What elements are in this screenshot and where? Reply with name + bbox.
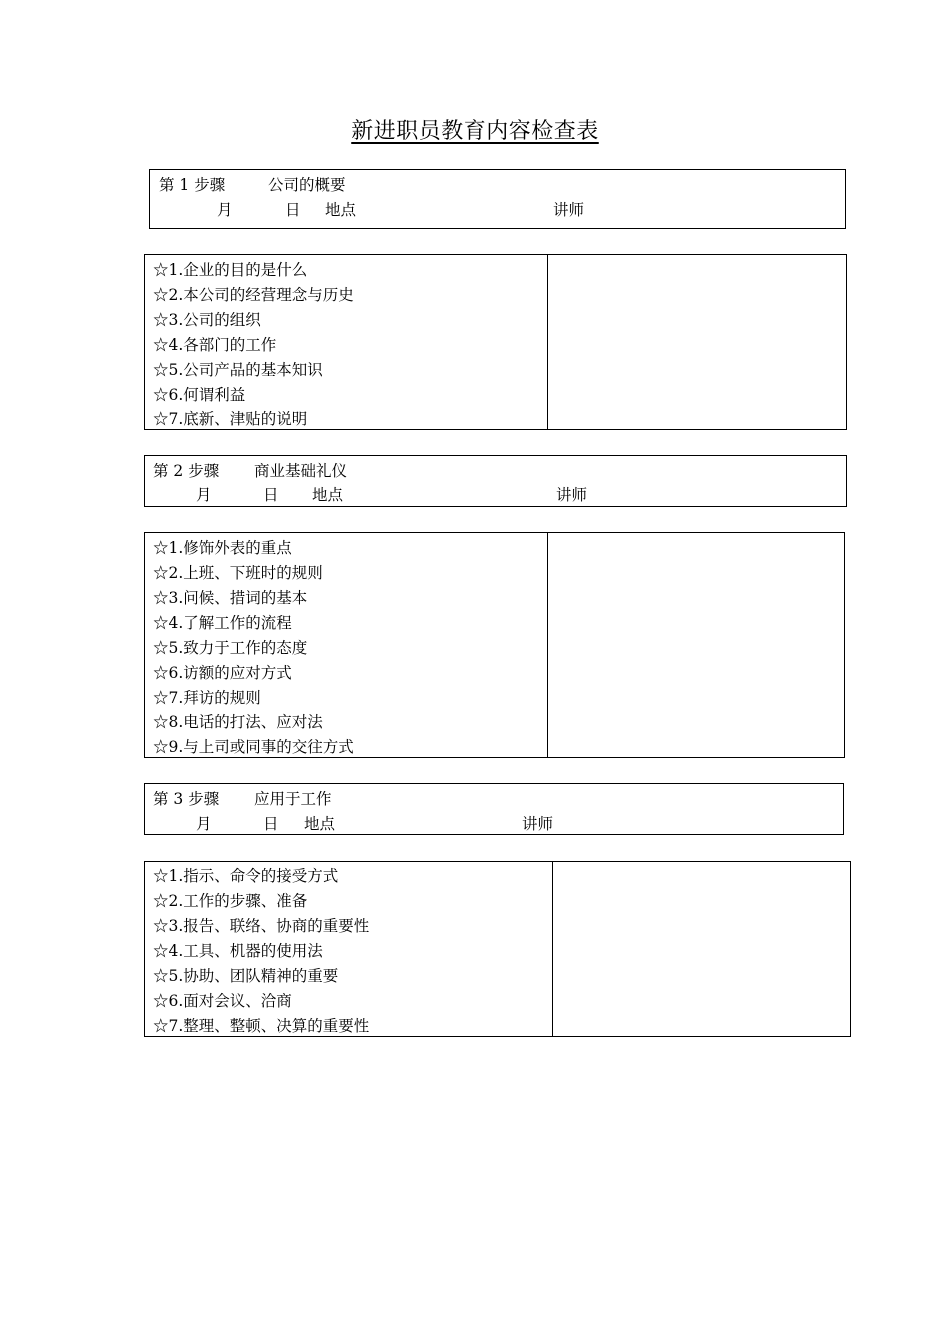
step-1-name: 公司的概要 [268, 176, 346, 194]
list-item: ☆5.公司产品的基本知识 [153, 361, 323, 379]
step-1-header [149, 169, 846, 229]
step-3-month: 月 [196, 815, 212, 833]
step-2-month: 月 [196, 486, 212, 504]
step-2-label: 第 2 步骤 [153, 462, 220, 480]
step-1-day: 日 [285, 201, 301, 219]
list-item: ☆7.拜访的规则 [153, 689, 261, 707]
step-3-day: 日 [263, 815, 279, 833]
step-1-items-table [144, 254, 847, 430]
step-2-header [144, 455, 847, 507]
list-item: ☆6.何谓利益 [153, 386, 246, 404]
list-item: ☆3.报告、联络、协商的重要性 [153, 917, 370, 935]
step-2-items-column [145, 533, 548, 757]
step-1-month: 月 [217, 201, 233, 219]
list-item: ☆6.访额的应对方式 [153, 664, 292, 682]
list-item: ☆8.电话的打法、应对法 [153, 713, 323, 731]
step-3-place: 地点 [304, 815, 336, 833]
step-3-items-column [145, 862, 553, 1036]
step-3-lecturer: 讲师 [522, 815, 554, 833]
list-item: ☆3.公司的组织 [153, 311, 261, 329]
list-item: ☆1.企业的目的是什么 [153, 261, 308, 279]
list-item: ☆7.底新、津贴的说明 [153, 410, 308, 428]
step-1-items-column [145, 255, 548, 429]
step-2-day: 日 [263, 486, 279, 504]
step-1-lecturer: 讲师 [553, 201, 585, 219]
page-title: 新进职员教育内容检查表 [351, 119, 599, 144]
list-item: ☆3.问候、措词的基本 [153, 589, 308, 607]
list-item: ☆2.上班、下班时的规则 [153, 564, 323, 582]
step-3-header [144, 783, 844, 835]
list-item: ☆1.指示、命令的接受方式 [153, 867, 339, 885]
step-2-lecturer: 讲师 [556, 486, 588, 504]
step-2-name: 商业基础礼仪 [254, 462, 348, 480]
step-2-items-table [144, 532, 845, 758]
step-3-label: 第 3 步骤 [153, 790, 220, 808]
step-1-place: 地点 [325, 201, 357, 219]
step-2-place: 地点 [312, 486, 344, 504]
step-1-label: 第 1 步骤 [159, 176, 226, 194]
list-item: ☆4.了解工作的流程 [153, 614, 292, 632]
step-3-items-table [144, 861, 851, 1037]
list-item: ☆6.面对会议、洽商 [153, 992, 292, 1010]
list-item: ☆2.本公司的经营理念与历史 [153, 286, 354, 304]
list-item: ☆2.工作的步骤、准备 [153, 892, 308, 910]
step-3-name: 应用于工作 [254, 790, 332, 808]
list-item: ☆5.协助、团队精神的重要 [153, 967, 339, 985]
list-item: ☆5.致力于工作的态度 [153, 639, 308, 657]
list-item: ☆4.工具、机器的使用法 [153, 942, 323, 960]
list-item: ☆9.与上司或同事的交往方式 [153, 738, 354, 756]
list-item: ☆4.各部门的工作 [153, 336, 277, 354]
list-item: ☆1.修饰外表的重点 [153, 539, 292, 557]
list-item: ☆7.整理、整顿、决算的重要性 [153, 1017, 370, 1035]
